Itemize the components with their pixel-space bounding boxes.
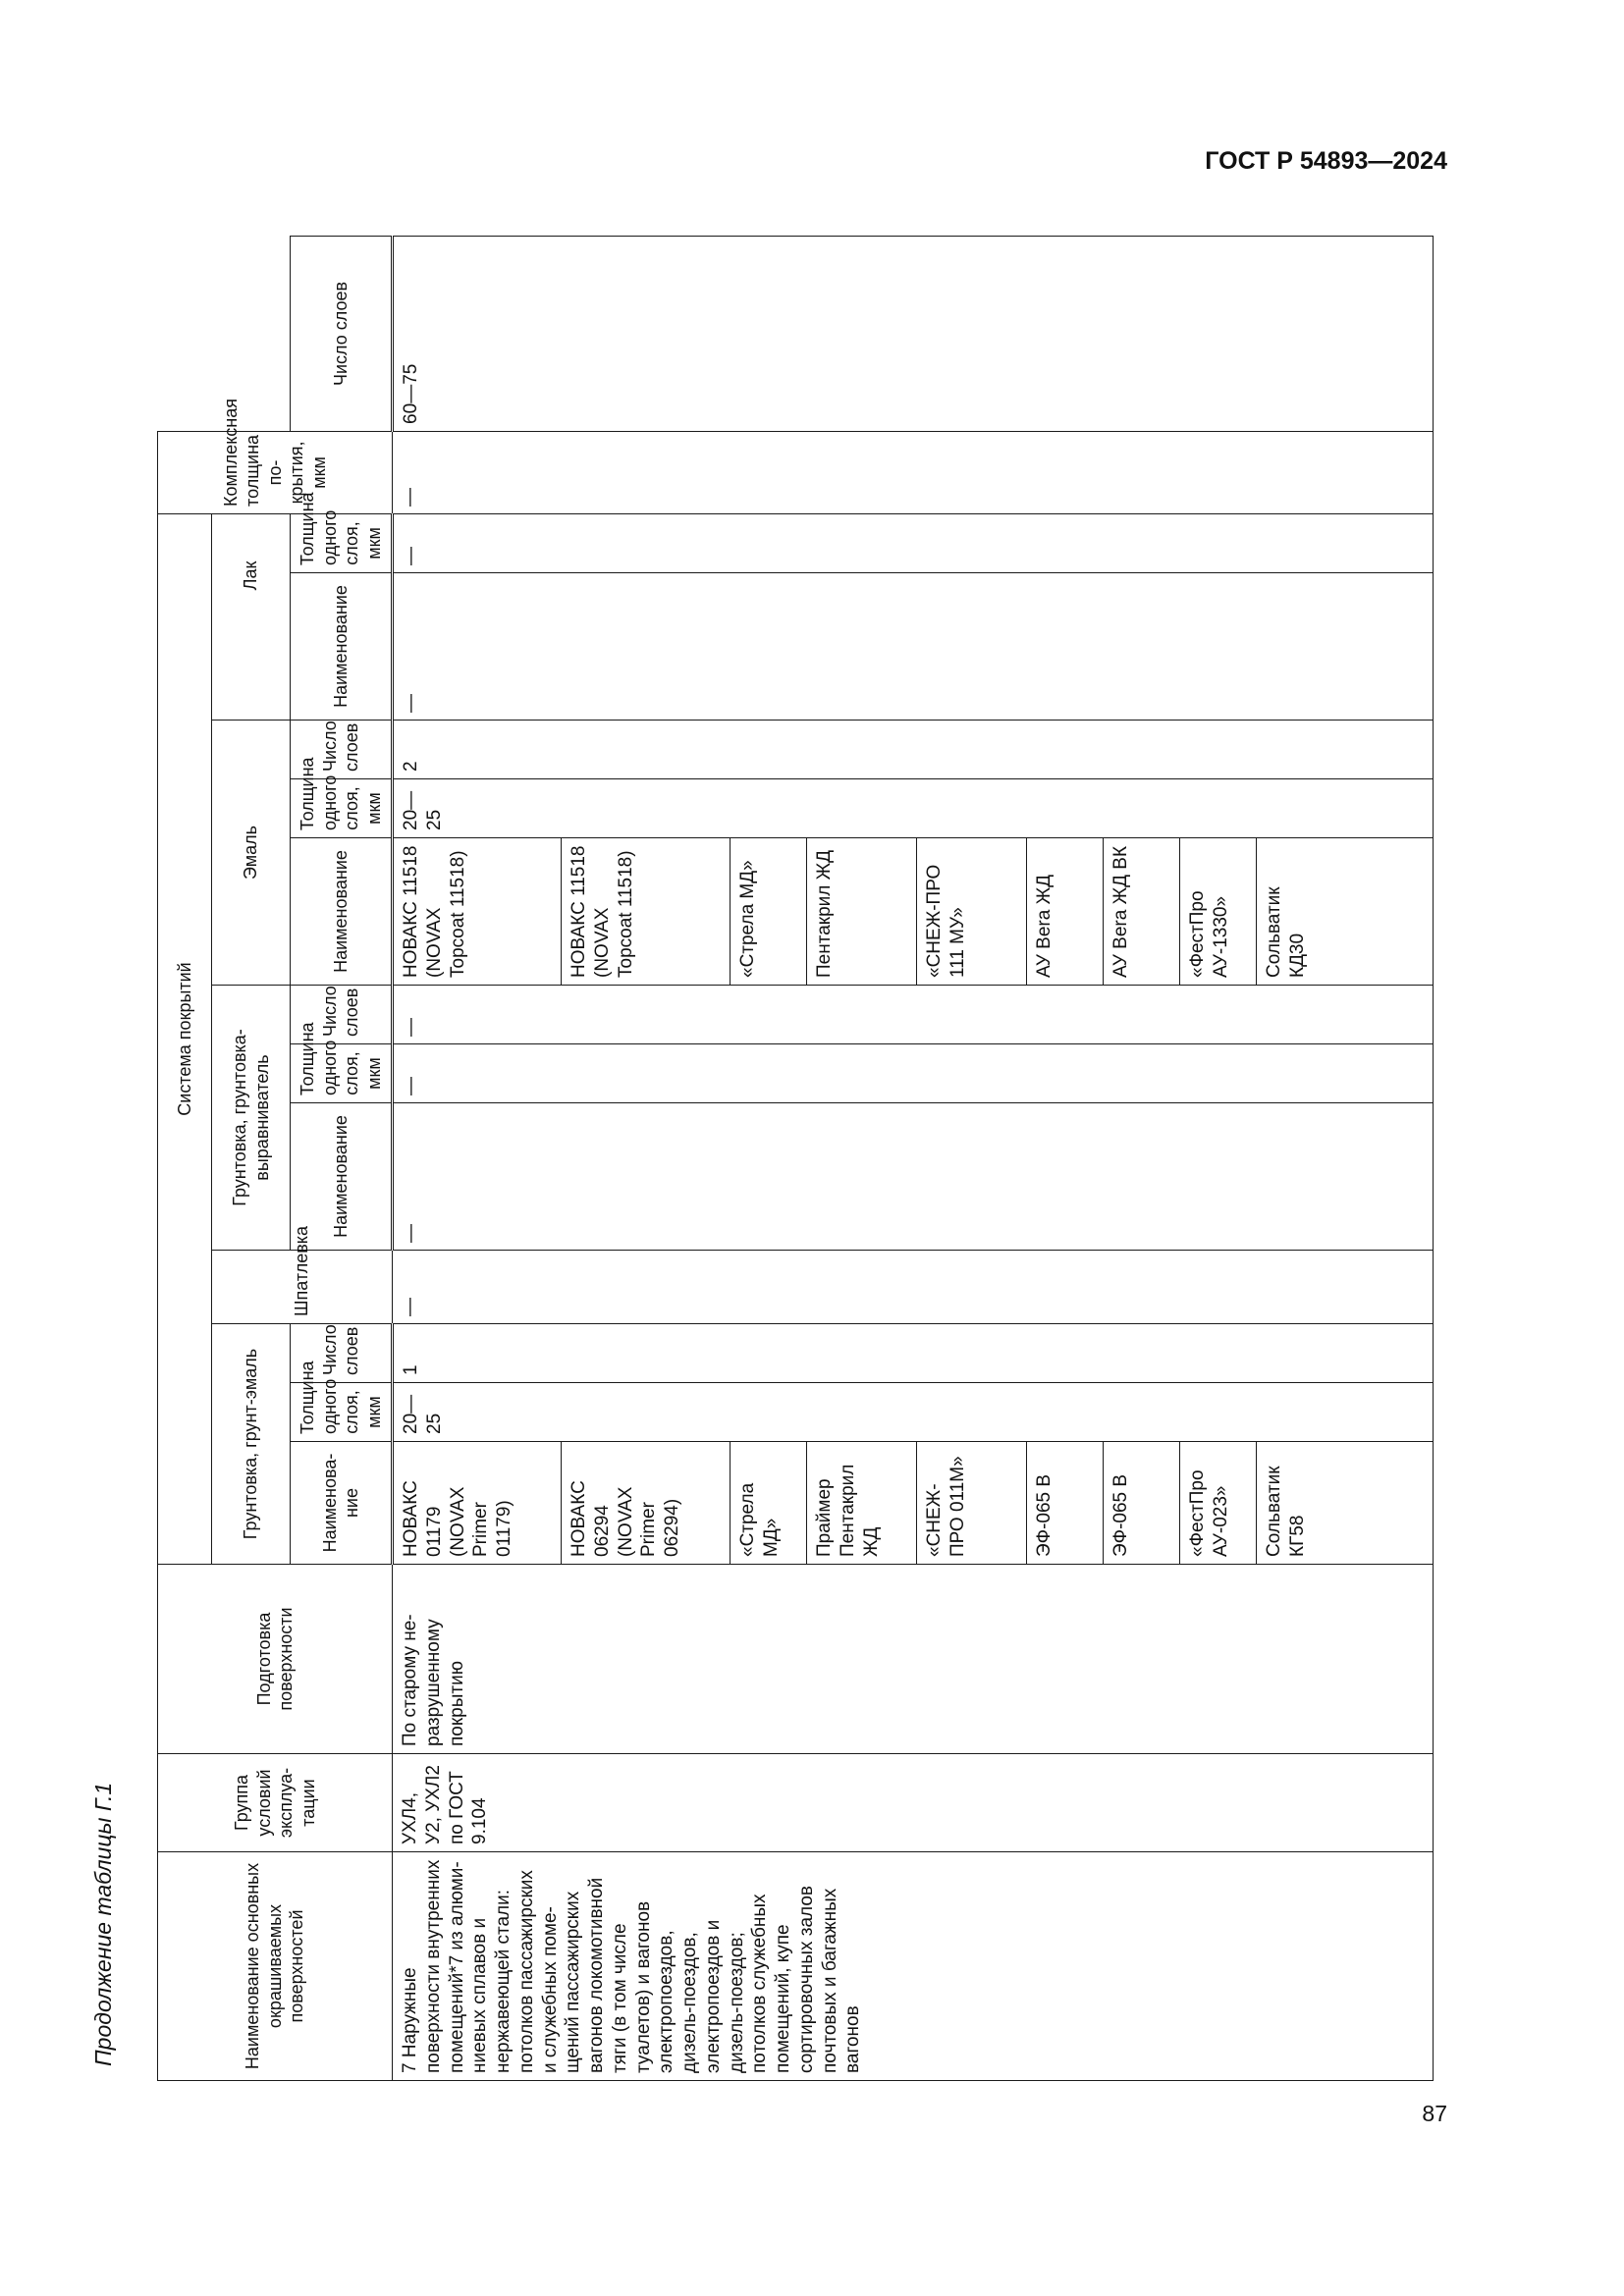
header-primer-leveler: Грунтовка, грунтовка-выравниватель [212, 986, 291, 1251]
header-operating-group: Группа условий эксплуатации [158, 1754, 393, 1852]
header-putty: Шпатлевка [212, 1251, 393, 1324]
cell-enamel-name: НОВАКС 11518 (NOVAX Topcoat 11518) [562, 838, 731, 986]
cell-enamel-name: Сольватик КД30 [1257, 838, 1434, 986]
cell-enamel-name: «Стрела МД» [731, 838, 807, 986]
rotated-table-container [157, 236, 1434, 2081]
table-row [393, 237, 562, 2081]
cell-primer-name: «СНЕЖ-ПРО 011М» [917, 1442, 1027, 1565]
table-caption: Продолжение таблицы Г.1 [90, 1782, 116, 2066]
cell-primer-name: Праймер Пентакрил ЖД [807, 1442, 917, 1565]
cell-enamel-layers: 2 [393, 721, 1434, 779]
header-enamel-layers: Число слоев [291, 721, 393, 779]
cell-surface-preparation: По старому неразрушенному покрытию [393, 1565, 1434, 1754]
header-primer-layers: Число слоев [291, 1324, 393, 1383]
header-varnish-thickness: Толщина одного слоя, мкм [291, 513, 393, 572]
header-varnish: Лак [212, 431, 291, 720]
header-surface-preparation: Подготовка поверхности [158, 1565, 393, 1754]
cell-primer-name: ЭФ-065 В [1104, 1442, 1180, 1565]
cell-total-thickness: 60—75 [393, 237, 1434, 432]
cell-surface: 7 Наружные поверхности внутренних помещений*7 из алюминиевых сплавов и нержавеющей стали: потолков пассажирских и служебных помещений пассажирских вагонов локомотивной тяги (в том числе туалетов) и вагонов электропоездов, дизель-поездов, электропоездов и дизель-поездов; потолков служебных помещений, купе сортировочных залов почтовых и багажных вагонов [393, 1852, 1434, 2081]
cell-primer-leveler-layers: — [393, 986, 1434, 1044]
cell-varnish-name: — [393, 573, 1434, 721]
cell-primer-leveler-name: — [393, 1103, 1434, 1251]
cell-enamel-thickness: 20—25 [393, 779, 1434, 838]
header-primer-leveler-layers: Число слоев [291, 986, 393, 1044]
cell-operating-group: УХЛ4, У2, УХЛ2 по ГОСТ 9.104 [393, 1754, 1434, 1852]
header-primer-thickness: Толщина одного слоя, мкм [291, 1383, 393, 1442]
header-coating-system: Система покрытий [158, 513, 212, 1564]
header-varnish-layers: Число слоев [291, 237, 393, 432]
cell-primer-name: Сольватик КГ58 [1257, 1442, 1434, 1565]
cell-primer-name: НОВАКС 06294 (NOVAX Primer 06294) [562, 1442, 731, 1565]
header-primer: Грунтовка, грунт-эмаль [212, 1324, 291, 1565]
header-primer-name: Наименование [291, 1442, 393, 1565]
cell-enamel-name: НОВАКС 11518 (NOVAX Topcoat 11518) [393, 838, 562, 986]
header-primer-leveler-thickness: Толщина одного слоя, мкм [291, 1044, 393, 1103]
header-varnish-name: Наименование [291, 573, 393, 721]
header-total-thickness: Комплексная толщина покрытия, мкм [158, 431, 393, 513]
cell-enamel-name: «СНЕЖ-ПРО 111 МУ» [917, 838, 1027, 986]
cell-primer-name: «Стрела МД» [731, 1442, 807, 1565]
header-surface: Наименование основных окрашиваемых поверхностей [158, 1852, 393, 2081]
cell-primer-layers: 1 [393, 1324, 1434, 1383]
cell-putty: — [393, 1251, 1434, 1324]
header-enamel: Эмаль [212, 721, 291, 986]
document-code: ГОСТ Р 54893—2024 [1205, 147, 1447, 175]
cell-enamel-name: «ФестПро АУ-1330» [1180, 838, 1257, 986]
header-primer-leveler-name: Наименование [291, 1103, 393, 1251]
cell-varnish-thickness: — [393, 513, 1434, 572]
cell-primer-leveler-thickness: — [393, 1044, 1434, 1103]
cell-primer-thickness: 20—25 [393, 1383, 1434, 1442]
page-number: 87 [1422, 2101, 1447, 2126]
cell-varnish-layers: — [393, 431, 1434, 513]
cell-enamel-name: АУ Bera ЖД ВК [1104, 838, 1180, 986]
cell-primer-name: «ФестПро АУ-023» [1180, 1442, 1257, 1565]
cell-enamel-name: АУ Bera ЖД [1027, 838, 1104, 986]
header-enamel-thickness: Толщина одного слоя, мкм [291, 779, 393, 838]
cell-primer-name: НОВАКС 01179 (NOVAX Primer 01179) [393, 1442, 562, 1565]
cell-primer-name: ЭФ-065 В [1027, 1442, 1104, 1565]
header-enamel-name: Наименование [291, 838, 393, 986]
cell-enamel-name: Пентакрил ЖД [807, 838, 917, 986]
coating-systems-table [157, 236, 1434, 2081]
